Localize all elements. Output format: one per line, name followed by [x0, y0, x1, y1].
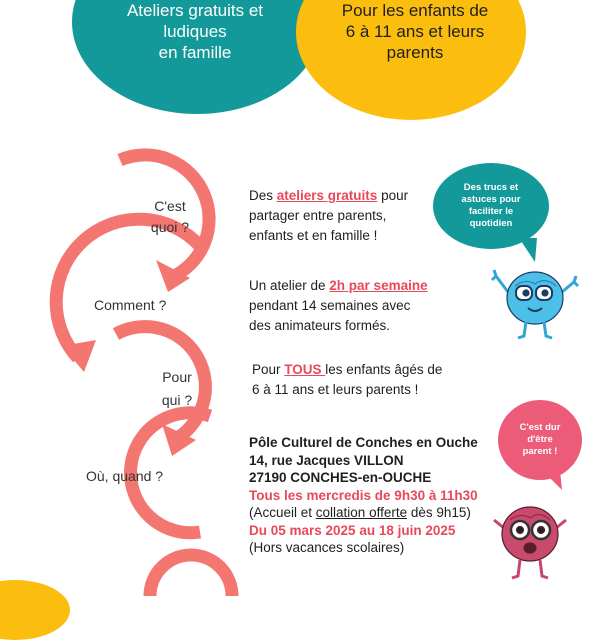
question-what: [145, 196, 195, 238]
tips-line-3: faciliter le: [468, 206, 514, 217]
welcome-post: dès 9h15): [407, 505, 471, 520]
hard-bubble-tail: [540, 470, 570, 492]
answer-how-line-2: pendant 14 semaines avec: [249, 298, 411, 313]
teal-bubble-line-1: Ateliers gratuits et: [126, 1, 264, 20]
answer-what-line-2: partager entre parents,: [249, 208, 387, 223]
yellow-bubble-line-1: Pour les enfants de: [341, 1, 489, 20]
answer-who-pre: Pour: [252, 362, 285, 377]
answer-what-line-3: enfants et en famille !: [249, 228, 378, 243]
answer-who-line-2: 6 à 11 ans et leurs parents !: [252, 382, 419, 397]
free-workshops-highlight: ateliers gratuits: [276, 188, 378, 203]
hard-line-3: parent !: [522, 446, 558, 457]
venue-city: 27190 CONCHES-en-OUCHE: [249, 470, 432, 485]
tips-line-1: Des trucs et: [463, 182, 519, 193]
pink-brain-mascot-icon: [490, 494, 570, 584]
free-workshops-heading: [120, 0, 270, 63]
target-audience-heading: [330, 0, 500, 63]
yellow-bubble-line-2: 6 à 11 ans et leurs: [345, 22, 485, 41]
tips-speech-bubble: [433, 163, 549, 249]
answer-what-post: pour: [377, 188, 409, 203]
answer-how-pre: Un atelier de: [249, 278, 330, 293]
flow-arrows: [0, 130, 260, 600]
tips-line-2: astuces pour: [461, 194, 521, 205]
hard-line-1: C'est dur: [519, 422, 561, 433]
hard-parent-speech-bubble: [498, 400, 582, 480]
question-what-line-2: quoi ?: [150, 219, 190, 235]
venue-name: Pôle Culturel de Conches en Ouche: [249, 435, 478, 450]
tips-bubble-tail: [515, 238, 545, 264]
question-who-line-2: qui ?: [161, 392, 193, 408]
welcome-pre: (Accueil et: [249, 505, 316, 520]
answer-where-when: [249, 434, 478, 557]
teal-bubble-line-2: ludiques: [163, 22, 227, 41]
school-holidays-note: (Hors vacances scolaires): [249, 540, 405, 555]
answer-what-pre: Des: [249, 188, 277, 203]
question-what-line-1: C'est: [154, 198, 186, 214]
all-highlight: TOUS: [284, 362, 326, 377]
answer-who-post: les enfants âgés de: [325, 362, 443, 377]
answer-who: [252, 360, 442, 400]
question-where-when: Où, quand ?: [86, 468, 164, 484]
answer-what: [249, 186, 408, 246]
tips-line-4: quotidien: [469, 218, 513, 229]
yellow-bubble-line-3: parents: [386, 43, 444, 62]
question-how: Comment ?: [94, 297, 167, 313]
teal-bubble-line-3: en famille: [158, 43, 232, 62]
date-range: Du 05 mars 2025 au 18 juin 2025: [249, 522, 456, 538]
question-who-line-1: Pour: [162, 369, 192, 385]
question-who: [150, 367, 204, 411]
arrow-5: [150, 555, 232, 596]
answer-how-line-3: des animateurs formés.: [249, 318, 391, 333]
venue-street: 14, rue Jacques VILLON: [249, 452, 404, 468]
blue-brain-mascot-icon: [490, 262, 580, 344]
answer-how: [249, 276, 428, 336]
free-snack: collation offerte: [315, 505, 408, 520]
duration-highlight: 2h par semaine: [329, 278, 428, 293]
schedule: Tous les mercredis de 9h30 à 11h30: [249, 487, 478, 503]
hard-line-2: d'être: [527, 434, 553, 445]
